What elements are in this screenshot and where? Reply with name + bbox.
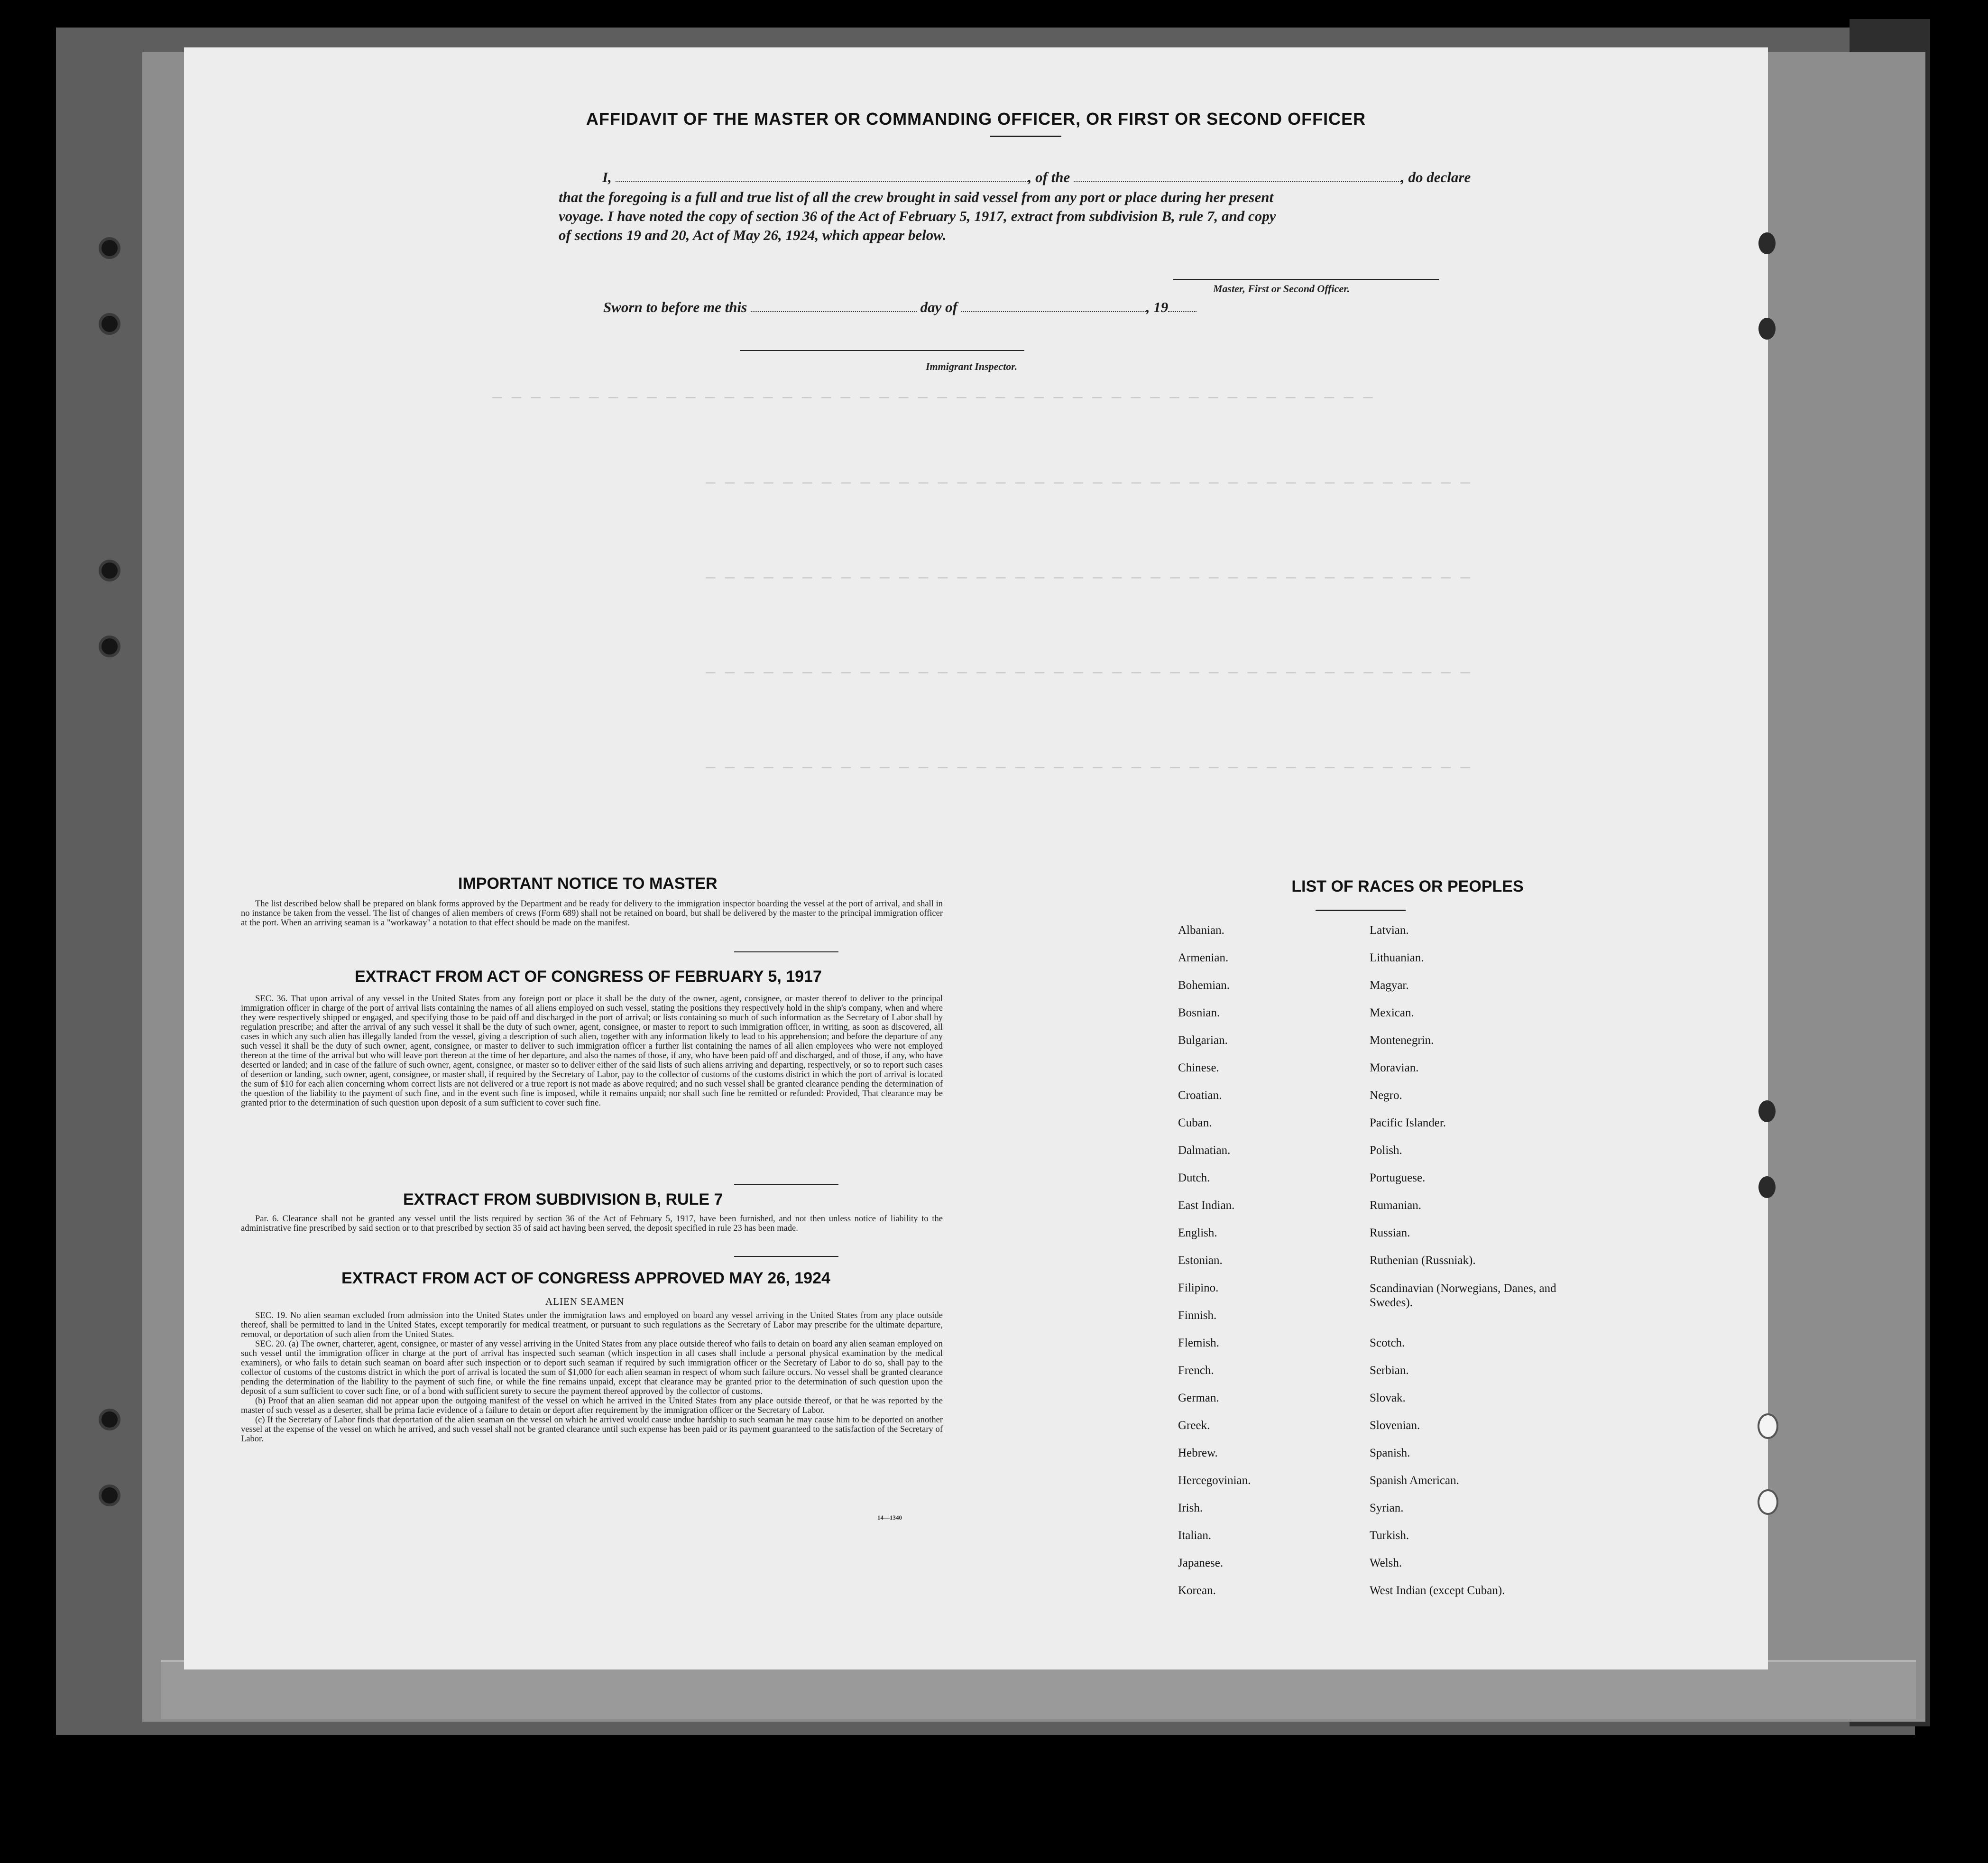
race-item: Korean. (1178, 1584, 1216, 1597)
binder-hole-icon (99, 313, 120, 335)
race-item: Negro. (1370, 1089, 1402, 1102)
alien-seamen-subtitle: ALIEN SEAMEN (545, 1296, 625, 1307)
race-item: Cuban. (1178, 1116, 1212, 1129)
affidavit-line-2: that the foregoing is a full and true list of all the crew brought in said vessel from any port or place during her present (559, 189, 1274, 205)
race-item: Irish. (1178, 1502, 1203, 1514)
races-title: LIST OF RACES OR PEOPLES (1291, 877, 1524, 895)
master-signature-line[interactable] (1173, 279, 1439, 280)
race-item: Armenian. (1178, 951, 1229, 964)
race-item: Montenegrin. (1370, 1034, 1434, 1047)
race-item: Filipino. (1178, 1282, 1219, 1294)
bleed-through-text: — — — — — — — — — — — — — — — — — — — — — — — — — — — — — — — — — — — — — — — — (706, 569, 1470, 587)
affidavit-title: AFFIDAVIT OF THE MASTER OR COMMANDING OFFICER, OR FIRST OR SECOND OFFICER (586, 109, 1366, 129)
punch-hole-icon (1758, 318, 1776, 340)
race-item: Estonian. (1178, 1254, 1223, 1267)
race-item: Scotch. (1370, 1337, 1405, 1349)
race-item: Serbian. (1370, 1364, 1409, 1377)
race-item: French. (1178, 1364, 1214, 1377)
race-item: Russian. (1370, 1227, 1410, 1239)
bleed-through-text: — — — — — — — — — — — — — — — — — — — — — — — — — — — — — — — — — — — — — — — — (706, 474, 1470, 492)
title-rule (1316, 910, 1406, 911)
race-item: Japanese. (1178, 1557, 1224, 1569)
race-item: Lithuanian. (1370, 951, 1424, 964)
race-item: Bulgarian. (1178, 1034, 1228, 1047)
bleed-through-text: — — — — — — — — — — — — — — — — — — — — — — — — — — — — — — — — — — — — — — — — (706, 759, 1470, 777)
race-item: Bosnian. (1178, 1006, 1220, 1019)
affidavit-line-4: of sections 19 and 20, Act of May 26, 1924, which appear below. (559, 227, 947, 243)
race-item: Portuguese. (1370, 1171, 1426, 1184)
declarant-name-blank[interactable] (616, 181, 1028, 182)
section-20b-paragraph: (b) Proof that an alien seaman did not appear upon the outgoing manifest of the vessel on which he arrived in the United States from any place outside thereof, or that he was reported by the master of such vessel as a deserter, shall be prima facie evidence of a failure to detain or deport after requirement by the immigration officer or the Secretary of Labor. (241, 1396, 943, 1415)
title-rule (990, 136, 1061, 137)
binder-hole-icon (99, 636, 120, 657)
race-item: Scandinavian (Norwegians, Danes, and Swedes). (1370, 1282, 1556, 1309)
section-divider (734, 951, 838, 952)
notice-text (241, 899, 943, 928)
section-20a-paragraph: SEC. 20. (a) The owner, charterer, agent, consignee, or master of any vessel arriving in the United States from any place outside thereof who fails to detain on board any alien seaman employed on such vessel until the immigration officer in charge at the port of arrival has inspected such seaman (which inspection in all cases shall include a personal physical examination by the medical examiners), or who fails to detain such seaman on board after such inspection or to deport such seaman if required by such immigration officer or the Secretary of Labor to do so, shall pay to the collector of customs of the customs district in which the port of arrival is located the sum of $1,000 for each alien seaman in respect of whom such failure occurs. No vessel shall be granted clearance pending the determination of the liability to the payment of such fine, or while the fine remains unpaid, except that clearance may be granted prior to the determination of such question upon the deposit of a sum sufficient to cover such fine, or of a bond with sufficient surety to secure the payment thereof approved by the collector of customs. (241, 1339, 943, 1396)
inspector-signature-label: Immigrant Inspector. (926, 360, 1018, 372)
binder-hole-icon (99, 1409, 120, 1430)
section-36-paragraph: SEC. 36. That upon arrival of any vessel in the United States from any foreign port or place it shall be the duty of the owner, agent, consignee, or master thereof to deliver to the principal immigration officer in charge of the port of arrival lists containing the names of all aliens employed on such vessel, stating the positions they respectively hold in the ship's company, when and where they were respectively shipped or engaged, and specifying those to be paid off and discharged in the port of arrival; or lists containing so much of such information as the Secretary of Labor shall by regulation prescribe; and after the arrival of any such vessel it shall be the duty of such owner, agent, consignee, or master to report to such immigration officer, in writing, as soon as discovered, all cases in which any such alien has illegally landed from the vessel, giving a description of such alien, together with any information likely to lead to his apprehension; and before the departure of any such vessel it shall be the duty of such owner, agent, consignee, or master to deliver to such immigration officer a further list containing the names of all alien employees who were not employed thereon at the time of the arrival but who will leave port thereon at the time of her departure, and also the names of those, if any, who have been paid off and discharged, and of those, if any, who have deserted or landed; and in case of the failure of such owner, agent, consignee, or master so to deliver either of the said lists of such aliens arriving and departing, respectively, or so to report such cases of desertion or landing, such owner, agent, consignee, or master shall, if required by the Secretary of Labor, pay to the collector of customs of the customs district in which the port of arrival is located the sum of $10 for each alien concerning whom correct lists are not delivered or a true report is not made as above required; and no such vessel shall be granted clearance pending the determination of the question of the liability to the payment of such fine, and in the event such fine is imposed, while it remains unpaid; nor shall such fine be remitted or refunded: Provided, That clearance may be granted prior to the determination of such question upon deposit of a sum sufficient to cover such fine. (241, 994, 943, 1108)
race-item: Welsh. (1370, 1557, 1402, 1569)
race-item: Ruthenian (Russniak). (1370, 1254, 1476, 1267)
binder-hole-icon (99, 237, 120, 259)
races-left-column (1178, 924, 1251, 1612)
sworn-day-blank[interactable] (751, 311, 917, 312)
section-19-paragraph: SEC. 19. No alien seaman excluded from admission into the United States under the immigration laws and employed on board any vessel arriving in the United States from any place outside thereof, shall be permitted to land in the United States, except temporarily for medical treatment, or pursuant to such regulations as the Secretary of Labor may prescribe for the ultimate departure, removal, or deportation of such alien from the United States. (241, 1311, 943, 1339)
race-item: Spanish American. (1370, 1474, 1459, 1487)
race-item: Albanian. (1178, 924, 1224, 937)
bleed-through-text: — — — — — — — — — — — — — — — — — — — — — — — — — — — — — — — — — — — — — — — — (706, 664, 1470, 682)
race-item: Turkish. (1370, 1529, 1409, 1542)
affidavit-document (184, 47, 1768, 1669)
form-number: 14—1340 (877, 1514, 902, 1521)
race-item: Bohemian. (1178, 979, 1230, 992)
race-item: Magyar. (1370, 979, 1409, 992)
affidavit-line-3: voyage. I have noted the copy of section 36 of the Act of February 5, 1917, extract from subdivision B, rule 7, and copy (559, 208, 1276, 224)
notice-paragraph: The list described below shall be prepared on blank forms approved by the Department and be ready for delivery to the immigration inspector boarding the vessel at the port of arrival, and shall in no instance be taken from the vessel. The list of changes of alien members of crews (Form 689) shall not be retained on board, but shall be delivered by the master to the principal immigration officer at the port. When an arriving seaman is a "workaway" a notation to that effect should be made on the manifest. (241, 899, 943, 928)
race-item: Greek. (1178, 1419, 1210, 1432)
binder-hole-icon (99, 560, 120, 581)
race-item: Polish. (1370, 1144, 1402, 1157)
race-item: West Indian (except Cuban). (1370, 1584, 1505, 1597)
punch-hole-icon (1758, 1489, 1778, 1515)
notice-title: IMPORTANT NOTICE TO MASTER (458, 875, 718, 893)
race-item: Flemish. (1178, 1337, 1219, 1349)
race-item: Moravian. (1370, 1061, 1419, 1074)
race-item: Pacific Islander. (1370, 1116, 1446, 1129)
extract-1924-title: EXTRACT FROM ACT OF CONGRESS APPROVED MAY 26, 1924 (341, 1269, 830, 1287)
punch-hole-icon (1758, 1176, 1776, 1198)
sworn-year-blank[interactable] (1168, 311, 1196, 312)
race-item: Chinese. (1178, 1061, 1219, 1074)
race-item: Dutch. (1178, 1171, 1210, 1184)
vessel-name-blank[interactable] (1074, 181, 1401, 182)
declare-suffix: , do declare (1401, 169, 1471, 185)
extract-1917-text (241, 994, 943, 1108)
race-item: Hercegovinian. (1178, 1474, 1251, 1487)
race-item: Hebrew. (1178, 1447, 1218, 1459)
race-item: Slovak. (1370, 1392, 1406, 1404)
vessel-prefix: , of the (1028, 169, 1070, 185)
race-item: German. (1178, 1392, 1219, 1404)
race-item: Rumanian. (1370, 1199, 1422, 1212)
punch-hole-icon (1758, 1100, 1776, 1122)
race-item: Italian. (1178, 1529, 1212, 1542)
race-item: Finnish. (1178, 1309, 1217, 1322)
sworn-month-blank[interactable] (961, 311, 1146, 312)
inspector-signature-line[interactable] (740, 350, 1024, 351)
section-divider (734, 1184, 838, 1185)
declarant-prefix: I, (602, 169, 612, 185)
race-item: English. (1178, 1227, 1217, 1239)
race-item: Syrian. (1370, 1502, 1404, 1514)
race-item: Slovenian. (1370, 1419, 1420, 1432)
section-20c-paragraph: (c) If the Secretary of Labor finds that deportation of the alien seaman on the vessel on which he arrived would cause undue hardship to such seaman he may cause him to be deported on another vessel at the expense of the vessel on which he arrived, and such vessel shall not be granted clearance until such expense has been paid or its payment guaranteed to the satisfaction of the Secretary of Labor. (241, 1415, 943, 1444)
race-item: Croatian. (1178, 1089, 1222, 1102)
binder-hole-icon (99, 1485, 120, 1506)
punch-hole-icon (1758, 1413, 1778, 1439)
race-item: Dalmatian. (1178, 1144, 1231, 1157)
race-item: Mexican. (1370, 1006, 1414, 1019)
rule-7-text (241, 1214, 943, 1233)
affidavit-declaration-line (602, 169, 1471, 186)
year-prefix: , 19 (1146, 299, 1169, 315)
day-of-label: day of (920, 299, 957, 315)
race-item: Spanish. (1370, 1447, 1410, 1459)
rule-7-title: EXTRACT FROM SUBDIVISION B, RULE 7 (403, 1190, 723, 1208)
rule-7-paragraph: Par. 6. Clearance shall not be granted any vessel until the lists required by section 36 of the Act of February 5, 1917, have been furnished, and not then unless notice of liability to the administrative fine prescribed by said section or to that prescribed by section 35 of said act having been served, the deposit specified in rule 23 has been made. (241, 1214, 943, 1233)
sworn-prefix: Sworn to before me this (603, 299, 747, 315)
race-item: East Indian. (1178, 1199, 1235, 1212)
sworn-line (603, 299, 1196, 316)
section-divider (734, 1256, 838, 1257)
extract-1924-text (241, 1311, 943, 1444)
races-right-column (1370, 924, 1569, 1612)
race-item: Latvian. (1370, 924, 1409, 937)
punch-hole-icon (1758, 232, 1776, 254)
master-signature-label: Master, First or Second Officer. (1213, 283, 1350, 295)
bleed-through-text: — — — — — — — — — — — — — — — — — — — — — — — — — — — — — — — — — — — — — — — — — — — — — — (492, 389, 1373, 407)
extract-1917-title: EXTRACT FROM ACT OF CONGRESS OF FEBRUARY 5, 1917 (355, 968, 822, 986)
